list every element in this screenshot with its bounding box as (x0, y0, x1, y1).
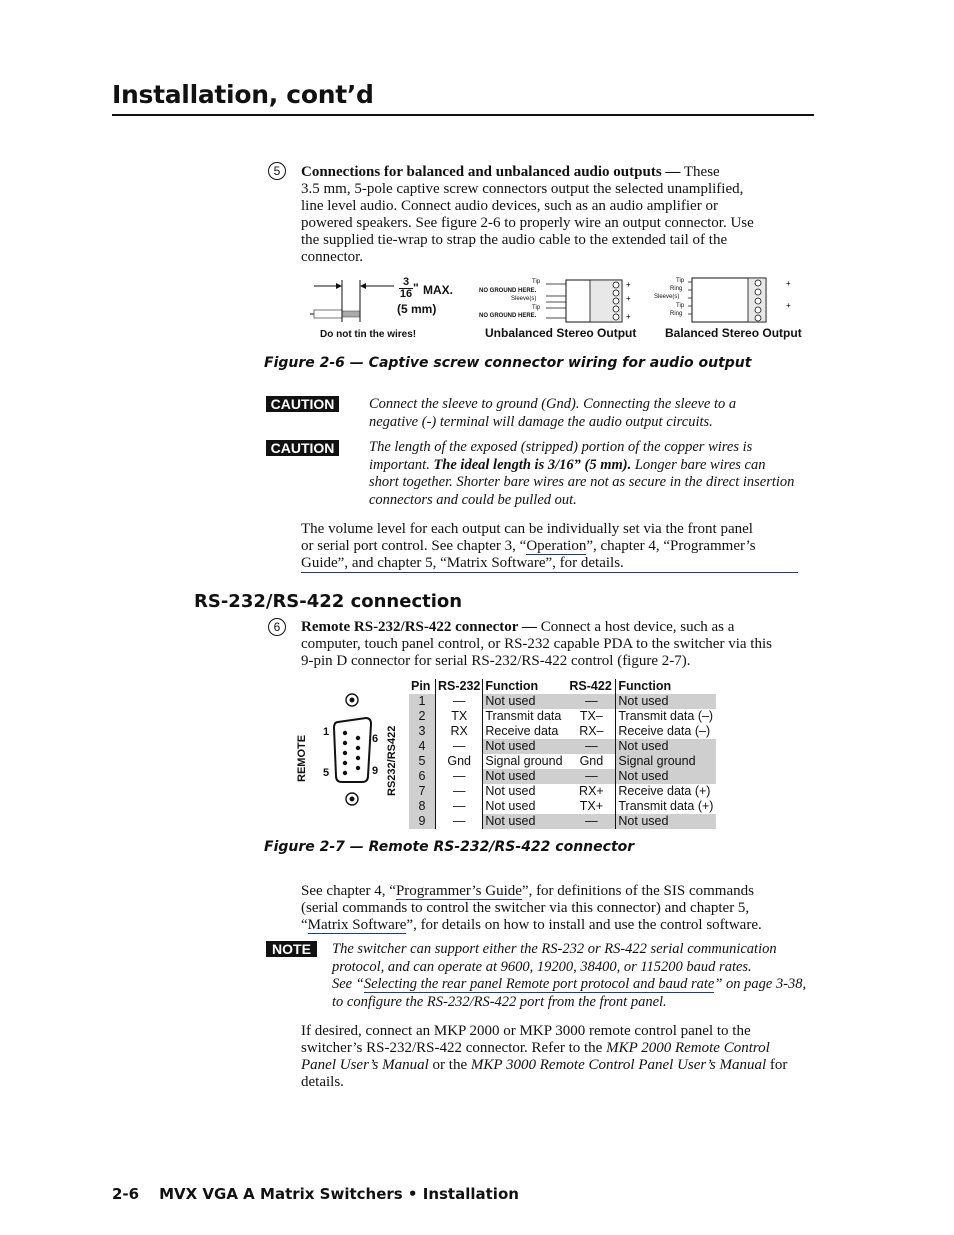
table-cell: 7 (409, 784, 436, 799)
col-header: RS-422 (569, 679, 612, 693)
table-cell: Signal ground (483, 754, 568, 769)
table-cell: Not used (616, 769, 717, 784)
unbal-tip-label: Tip (532, 279, 541, 285)
para-line: details. (301, 1074, 344, 1090)
audio-output-paragraph (301, 164, 821, 266)
caution-text-2 (369, 439, 819, 509)
table-cell: Gnd (579, 754, 604, 768)
wire-bare (342, 311, 360, 317)
page-footer (112, 1185, 519, 1203)
manual-title: MKP 2000 Remote Control (606, 1040, 770, 1056)
figure-2-7-caption: Figure 2-7 — Remote RS-232/RS-422 connector (264, 839, 635, 855)
table-cell: RX (436, 724, 483, 739)
balanced-title: Balanced Stereo Output (665, 326, 802, 340)
table-cell: 5 (409, 754, 436, 769)
unbal-noground-label: NO GROUND HERE. (479, 313, 537, 319)
caution-badge: CAUTION (266, 440, 339, 456)
table-cell: Not used (483, 784, 568, 799)
programmers-guide-link[interactable]: Programmer’s Guide (395, 883, 522, 899)
strip-mm: (5 mm) (397, 302, 437, 316)
table-row (409, 739, 716, 754)
pin-6-label: 6 (372, 733, 379, 745)
table-header-row (409, 679, 716, 694)
col-header: RS-232 (436, 679, 483, 694)
caution-line: Connect the sleeve to ground (Gnd). Connecting the sleeve to a (369, 396, 737, 412)
table-cell: — (436, 814, 483, 829)
table-cell: — (436, 799, 483, 814)
table-cell: 9 (409, 814, 436, 829)
table-cell: Not used (483, 814, 568, 829)
note-line: ” on page 3-38, (714, 976, 807, 992)
note-text (332, 941, 822, 1011)
table-row (409, 694, 716, 709)
table-cell: — (436, 784, 483, 799)
mkp-paragraph (301, 1023, 816, 1091)
col-header: Pin (411, 679, 431, 693)
manual-title: Panel User’s Manual (301, 1057, 429, 1073)
caution-badge: CAUTION (266, 396, 339, 412)
remote-paragraph (301, 619, 816, 670)
note-line: See “ (332, 976, 364, 992)
strip-numerator: 3 (399, 277, 413, 289)
table-cell: Not used (483, 739, 568, 754)
table-cell: Not used (616, 814, 717, 829)
db9-shell (334, 718, 371, 782)
page-number: 2-6 (112, 1185, 140, 1203)
table-cell: 6 (409, 769, 436, 784)
footer-title: MVX VGA A Matrix Switchers • Installation (159, 1185, 519, 1203)
para-line: powered speakers. See figure 2-6 to properly wire an output connector. Use (301, 215, 754, 231)
balanced-connector (688, 278, 791, 322)
remote-vertical-label: REMOTE (296, 734, 308, 782)
para-line: 3.5 mm, 5-pole captive screw connectors output the selected unamplified, (301, 181, 744, 197)
table-cell: Gnd (436, 754, 483, 769)
pin-5-label: 5 (323, 767, 330, 779)
table-cell: Receive data (+) (616, 784, 717, 799)
unbal-sleeve-label: Sleeve(s) (511, 296, 537, 302)
table-row (409, 814, 716, 829)
para-line: or the (428, 1057, 471, 1073)
svg-text:+: + (626, 294, 631, 303)
bal-ring-label: Ring (670, 286, 683, 292)
table-cell: Not used (483, 799, 568, 814)
strip-denominator: 16 (399, 288, 413, 300)
para-line: See chapter 4, “ (301, 883, 396, 899)
caution-line: connectors and could be pulled out. (369, 491, 577, 508)
para-line: ”, for definitions of the SIS commands (521, 883, 754, 899)
para-line: connector. (301, 249, 364, 265)
bal-ring-label: Ring (670, 311, 683, 317)
unbal-noground-label: NO GROUND HERE. (479, 288, 537, 294)
see-chapter-paragraph (301, 883, 816, 934)
section-heading: RS-232/RS-422 connection (194, 591, 463, 612)
caution-line: important. (369, 456, 434, 473)
para-line: ”, for details on how to install and use the control software. (406, 917, 762, 933)
note-line: The switcher can support either the RS-232 or RS-422 serial communication (332, 941, 777, 957)
selecting-protocol-link[interactable]: Selecting the rear panel Remote port protocol and baud rate (363, 976, 715, 992)
table-cell: TX (436, 709, 483, 724)
table-cell: — (436, 694, 483, 709)
caution-line: negative (-) terminal will damage the audio output circuits. (369, 413, 713, 430)
table-row (409, 724, 716, 739)
page-title: Installation, cont’d (112, 80, 374, 109)
para-line: the supplied tie-wrap to strap the audio cable to the extended tail of the (301, 232, 728, 248)
strip-unit: " (413, 281, 419, 295)
remote-lead: Remote RS-232/RS-422 connector — (301, 619, 537, 635)
pin-1-label: 1 (323, 726, 330, 738)
strip-fraction (399, 277, 413, 300)
volume-paragraph (301, 521, 811, 573)
para-line: computer, touch panel control, or RS-232 capable PDA to the switcher via this (301, 636, 772, 652)
table-cell: 3 (409, 724, 436, 739)
table-cell: — (567, 769, 616, 784)
note-line: protocol, and can operate at 9600, 19200, 38400, or 115200 baud rates. (332, 958, 752, 975)
bal-tip-label: Tip (676, 278, 685, 284)
svg-text:+: + (786, 279, 791, 288)
svg-text:+: + (626, 312, 631, 321)
caution-emphasis: The ideal length is 3/16” (5 mm). (433, 456, 632, 473)
para-line: “ (301, 917, 308, 933)
table-cell: — (567, 739, 616, 754)
table-cell: — (436, 739, 483, 754)
table-cell: Signal ground (616, 754, 717, 769)
caution-line: short together. Shorter bare wires are not as secure in the direct insertion (369, 474, 795, 490)
table-cell: Receive data (–) (616, 724, 717, 739)
col-header: Function (616, 679, 717, 694)
table-cell: — (567, 694, 616, 709)
table-cell: 4 (409, 739, 436, 754)
para-line: ”, chapter 4, “Programmer’s (586, 538, 756, 554)
caution-line: The length of the exposed (stripped) portion of the copper wires is (369, 439, 753, 455)
caution-text-1 (369, 396, 819, 431)
matrix-software-link[interactable]: Matrix Software (307, 917, 407, 933)
para-line: switcher’s RS-232/RS-422 connector. Refer to the (301, 1040, 607, 1056)
svg-text:+: + (786, 301, 791, 310)
step-number-6: 6 (268, 618, 286, 636)
table-row (409, 769, 716, 784)
db9-connector-drawing (328, 690, 378, 810)
table-cell: — (436, 769, 483, 784)
para-line: Guide”, and chapter 5, “Matrix Software”, for details. (301, 555, 624, 571)
para-line: line level audio. Connect audio devices, such as an audio amplifier or (301, 198, 718, 214)
guide-link-line[interactable] (301, 555, 798, 573)
para-line: These (680, 164, 720, 180)
note-badge: NOTE (266, 941, 317, 957)
bal-sleeve-label: Sleeve(s) (654, 294, 680, 300)
wire-jacket (314, 310, 342, 318)
strip-max: MAX. (423, 283, 453, 297)
table-cell: Receive data (483, 724, 568, 739)
no-tin-label: Do not tin the wires! (320, 329, 417, 340)
table-cell: Not used (483, 769, 568, 784)
header-rule (112, 114, 814, 116)
table-row (409, 784, 716, 799)
rs-vertical-label: RS232/RS422 (386, 725, 398, 796)
svg-text:+: + (626, 280, 631, 289)
operation-link[interactable]: Operation (526, 538, 587, 554)
table-cell: 1 (409, 694, 436, 709)
unbalanced-title: Unbalanced Stereo Output (485, 326, 637, 340)
arrow-icon (336, 283, 342, 289)
pinout-table (409, 679, 716, 829)
table-row (409, 709, 716, 724)
table-cell: Not used (616, 694, 717, 709)
para-line: or serial port control. See chapter 3, “ (301, 538, 527, 554)
table-cell: Not used (616, 739, 717, 754)
figure-2-6-caption: Figure 2-6 — Captive screw connector wiring for audio output (264, 355, 752, 371)
para-line: If desired, connect an MKP 2000 or MKP 3000 remote control panel to the (301, 1023, 751, 1039)
para-line: Connect a host device, such as a (536, 619, 735, 635)
table-cell: TX– (579, 709, 603, 723)
table-cell: Transmit data (+) (616, 799, 717, 814)
table-cell: 8 (409, 799, 436, 814)
table-row (409, 754, 716, 769)
step-number-5: 5 (268, 162, 286, 180)
table-row (409, 799, 716, 814)
para-line: 9-pin D connector for serial RS-232/RS-422 control (figure 2-7). (301, 653, 691, 669)
table-cell: Not used (483, 694, 568, 709)
bal-tip-label: Tip (676, 303, 685, 309)
table-cell: 2 (409, 709, 436, 724)
arrow-icon (360, 283, 366, 289)
table-cell: RX– (579, 724, 604, 738)
unbal-tip-label: Tip (532, 305, 541, 311)
table-cell: Transmit data (–) (616, 709, 717, 724)
caution-line: Longer bare wires can (631, 456, 766, 473)
manual-title: MKP 3000 Remote Control Panel User’s Manual (470, 1057, 767, 1073)
para-line: for (766, 1057, 788, 1073)
table-cell: Transmit data (483, 709, 568, 724)
table-cell: RX+ (579, 784, 604, 798)
table-cell: TX+ (579, 799, 604, 813)
para-line: (serial commands to control the switcher via this connector) and chapter 5, (301, 900, 750, 916)
para-line: The volume level for each output can be individually set via the front panel (301, 521, 753, 537)
note-line: to configure the RS-232/RS-422 port from the front panel. (332, 993, 667, 1010)
table-cell: — (567, 814, 616, 829)
audio-output-lead: Connections for balanced and unbalanced audio outputs — (301, 164, 681, 180)
col-header: Function (483, 679, 568, 694)
unbalanced-connector (546, 280, 631, 322)
pin-9-label: 9 (372, 765, 379, 777)
